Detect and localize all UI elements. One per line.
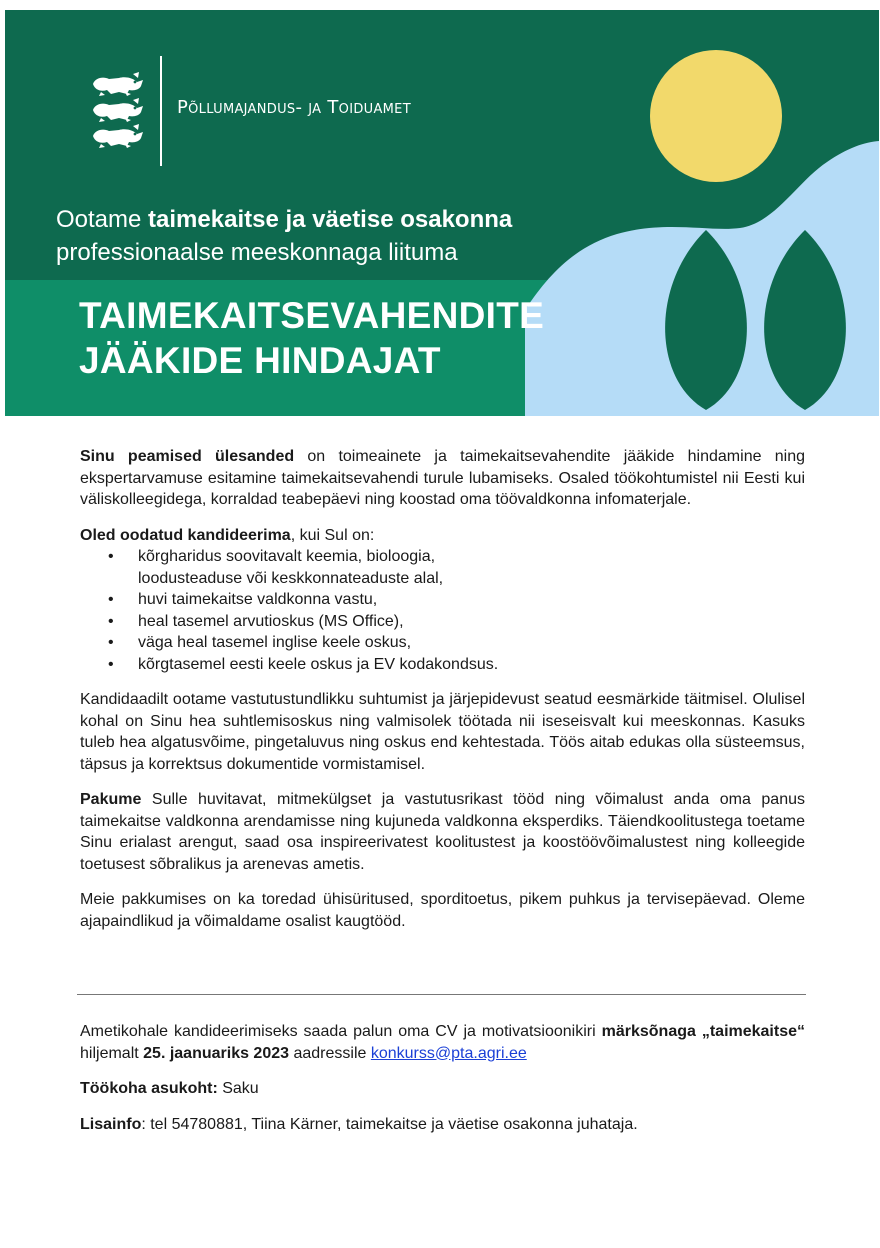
sun-icon [650, 50, 782, 182]
list-item [80, 611, 805, 633]
job-description [80, 446, 805, 946]
apply-text-2: hiljemalt [80, 1044, 144, 1062]
apply-text-3: aadressile [289, 1044, 371, 1062]
apply-keyword: märksõnaga „taimekaitse“ [601, 1023, 806, 1040]
list-item [80, 589, 805, 611]
intro-text-bold: taimekaitse ja väetise osakonna [148, 206, 513, 233]
location-line [80, 1078, 805, 1100]
offer-text: Sulle huvitavat, mitmekülgset ja vastutusrikast tööd ning võimalust anda oma panus taimekaitse valdkonna arendamisse ning kujuneda valdkonna eksperdiks. Täiendkoolitustega toetame Sinu erialast arengut, saad osa inspireerivatest koolitustest ja koostöövõimalustest ning kolleegide toetusest sõbralikus ja arenevas ametis. [80, 791, 805, 873]
tasks-text: on toimeainete ja taimekaitsevahendite jääkide hindamine ning ekspertarvamuse esitamine taimekaitsevahendi turule lubamiseks. Osaled töökohtumistel nii Eesti kui väliskolleegidega, korraldad teabepäevi ning koostad oma töövaldkonna infomaterjale. [80, 448, 805, 508]
intro-text-plain: Ootame [56, 206, 149, 233]
requirement-text: kõrgharidus soovitavalt keemia, bioloogia, loodusteaduse või keskkonnateaduste alal, [138, 548, 444, 587]
bullet-icon: • [108, 591, 114, 608]
requirements-list [80, 546, 805, 675]
job-title-line-1: TAIMEKAITSEVAHENDITE [79, 295, 545, 336]
list-item [80, 632, 805, 654]
benefits-paragraph: Meie pakkumises on ka toredad ühisüritused, sporditoetus, pikem puhkus ja tervisepäevad. Oleme ajapaindlikud ja võimaldame osalist kaugtööd. [80, 891, 805, 930]
requirements-intro-text: , kui Sul on: [290, 526, 375, 544]
list-item [80, 546, 805, 589]
intro-heading [56, 203, 576, 269]
organization-logo [89, 56, 449, 166]
section-divider [77, 994, 806, 995]
bullet-icon: • [108, 634, 114, 651]
offer-paragraph [80, 789, 805, 875]
info-line [80, 1114, 805, 1136]
intro-text-line-2: professionaalse meeskonnaga liituma [56, 239, 458, 266]
requirement-text: väga heal tasemel inglise keele oskus, [138, 634, 412, 651]
offer-heading: Pakume [80, 791, 142, 808]
requirements-intro [80, 525, 805, 547]
location-value: Saku [217, 1080, 259, 1097]
list-item [80, 654, 805, 676]
apply-deadline: 25. jaanuariks 2023 [143, 1044, 290, 1062]
requirement-text: heal tasemel arvutioskus (MS Office), [138, 612, 404, 630]
requirements-heading: Oled oodatud kandideerima [80, 526, 291, 544]
organization-name: Põllumajandus- ja Toiduamet [177, 97, 411, 118]
requirement-text: kõrgtasemel eesti keele oskus ja EV kodakondsus. [138, 655, 499, 673]
bullet-icon: • [108, 548, 114, 565]
job-title [79, 293, 544, 383]
bullet-icon: • [108, 655, 114, 673]
tasks-paragraph [80, 446, 805, 511]
apply-paragraph [80, 1021, 805, 1064]
logo-divider [160, 56, 162, 166]
apply-text: Ametikohale kandideerimiseks saada palun oma CV ja motivatsioonikiri [80, 1023, 602, 1040]
expectations-paragraph: Kandidaadilt ootame vastutustundlikku suhtumist ja järjepidevust seatud eesmärkide täitmisel. Olulisel kohal on Sinu hea suhtlemisoskus ning valmisolek töötada nii iseseisvalt kui meeskonnas. Kasuks tuleb hea algatusvõime, pingetaluvus ning oskus end kehtestada. Töös aitab edukas olla süsteemsus, täpsus ja korrektsus dokumentide vormistamisel. [80, 691, 805, 773]
info-label: Lisainfo [80, 1115, 142, 1133]
location-label: Töökoha asukoht: [80, 1080, 218, 1097]
tasks-heading: Sinu peamised ülesanded [80, 448, 295, 465]
application-info [80, 1021, 805, 1149]
apply-email-link[interactable]: konkurss@pta.agri.ee [370, 1044, 527, 1062]
header-banner [5, 10, 879, 416]
three-lions-coat-of-arms-icon [89, 70, 147, 150]
bullet-icon: • [108, 612, 114, 630]
requirement-text: huvi taimekaitse valdkonna vastu, [138, 591, 378, 608]
info-text: : tel 54780881, Tiina Kärner, taimekaitse ja väetise osakonna juhataja. [141, 1115, 638, 1133]
job-title-line-2: JÄÄKIDE HINDAJAT [79, 340, 441, 381]
